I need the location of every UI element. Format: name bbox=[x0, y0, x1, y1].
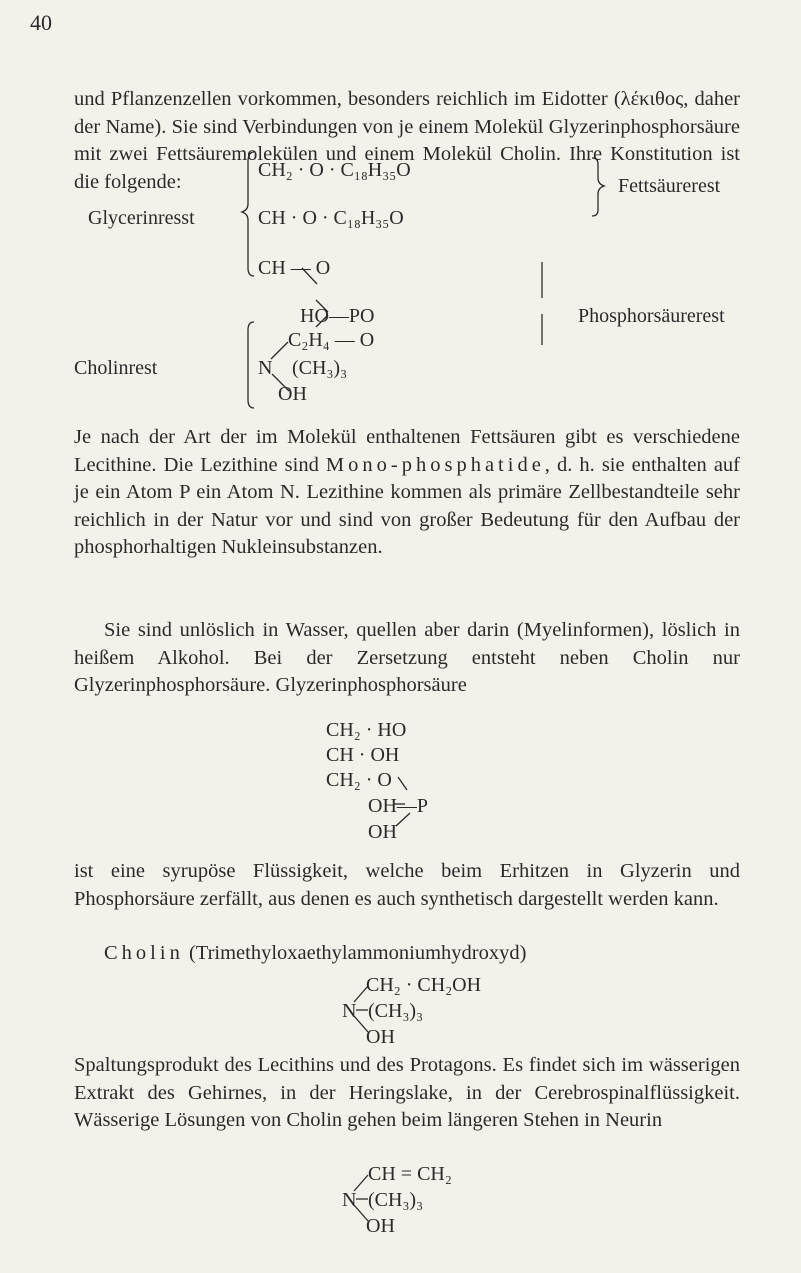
paragraph-intro: und Pflanzenzellen vorkommen, besonders reichlich im Eidotter (λέκιθος, daher der Name). Sie sind Verbindungen von je einem Molekül Glyzerinphosphorsäure mit zwei Fettsäuremolekülen und einem Molekül Cholin. Ihre Konstitution ist die folgende: bbox=[74, 88, 740, 193]
paragraph-text: Je nach der Art der im Molekül enthaltenen Fettsäuren gibt es verschiedene Lecithine. Die Lezithine sind bbox=[74, 426, 740, 476]
formula-line: OH bbox=[368, 821, 397, 843]
formula-line: CH₂ · O bbox=[326, 769, 392, 791]
formula-line: N bbox=[342, 1189, 357, 1211]
cholin-term: Cholin bbox=[104, 942, 184, 964]
cholin-description: (Trimethyloxaethylammoniumhydroxyd) bbox=[183, 942, 527, 964]
paragraph-cleavage: Spaltungsprodukt des Lecithins und des Protagons. Es findet sich im wässerigen Extrakt des Gehirnes, in der Heringslake, in der Cerebrospinalflüssigkeit. Wässerige Lösungen von Cholin gehen beim längeren Stehen in Neurin bbox=[74, 1054, 740, 1132]
formula-line: CH₂ · HO bbox=[326, 719, 407, 741]
formula-line: CH = CH₂ bbox=[368, 1163, 452, 1185]
formula-line: CH · OH bbox=[326, 744, 400, 766]
formula-line: N bbox=[258, 357, 273, 379]
fatty-acid-rest-label: Fettsäurerest bbox=[618, 175, 721, 197]
paragraph-solubility: Sie sind unlöslich in Wasser, quellen aber darin (Myelinformen), löslich in heißem Alkohol. Bei der Zersetzung entsteht neben Cholin nur Glyzerinphosphorsäure. Glyzerinphosphorsäure bbox=[74, 619, 740, 697]
formula-line: OH bbox=[366, 1215, 395, 1237]
formula-line: CH₂ · O · C₁₈H₃₅O bbox=[258, 159, 411, 181]
formula-line: C₂H₄ — O bbox=[288, 329, 375, 351]
formula-line: (CH₃)₃ bbox=[368, 1189, 424, 1211]
page-number: 40 bbox=[30, 10, 52, 35]
formula-line: OH—P bbox=[368, 795, 429, 817]
phosphoric-acid-rest-label: Phosphorsäurerest bbox=[578, 305, 725, 327]
formula-line: OH bbox=[278, 383, 307, 405]
paragraph-text: , d. h. sie enthalten auf je ein Atom P ein Atom N. Lezithine kommen als primäre Zellbestandteile sehr reichlich in der Natur vor und sind von großer Bedeutung für den Aufbau der phosphorhaltigen Nukleinsubstanzen. bbox=[74, 453, 740, 559]
formula-line: OH bbox=[366, 1026, 395, 1048]
formula-line: CH · O · C₁₈H₃₅O bbox=[258, 207, 404, 229]
formula-line: N bbox=[342, 1000, 357, 1022]
formula-line: (CH₃)₃ bbox=[292, 357, 348, 379]
paragraph-syrup: ist eine syrupöse Flüssigkeit, welche beim Erhitzen in Glyzerin und Phosphorsäure zerfällt, aus denen es auch synthetisch dargestellt werden kann. bbox=[74, 860, 740, 910]
formula-line: HO—PO bbox=[300, 305, 375, 327]
formula-line: CH — O bbox=[258, 257, 331, 279]
formula-line: CH₂ · CH₂OH bbox=[366, 974, 482, 996]
formula-line: (CH₃)₃ bbox=[368, 1000, 424, 1022]
glycerin-rest-label: Glycerinresst bbox=[88, 207, 195, 229]
cholin-rest-label: Cholinrest bbox=[74, 357, 158, 379]
emphasized-term: Mono-phosphatide bbox=[325, 453, 545, 476]
